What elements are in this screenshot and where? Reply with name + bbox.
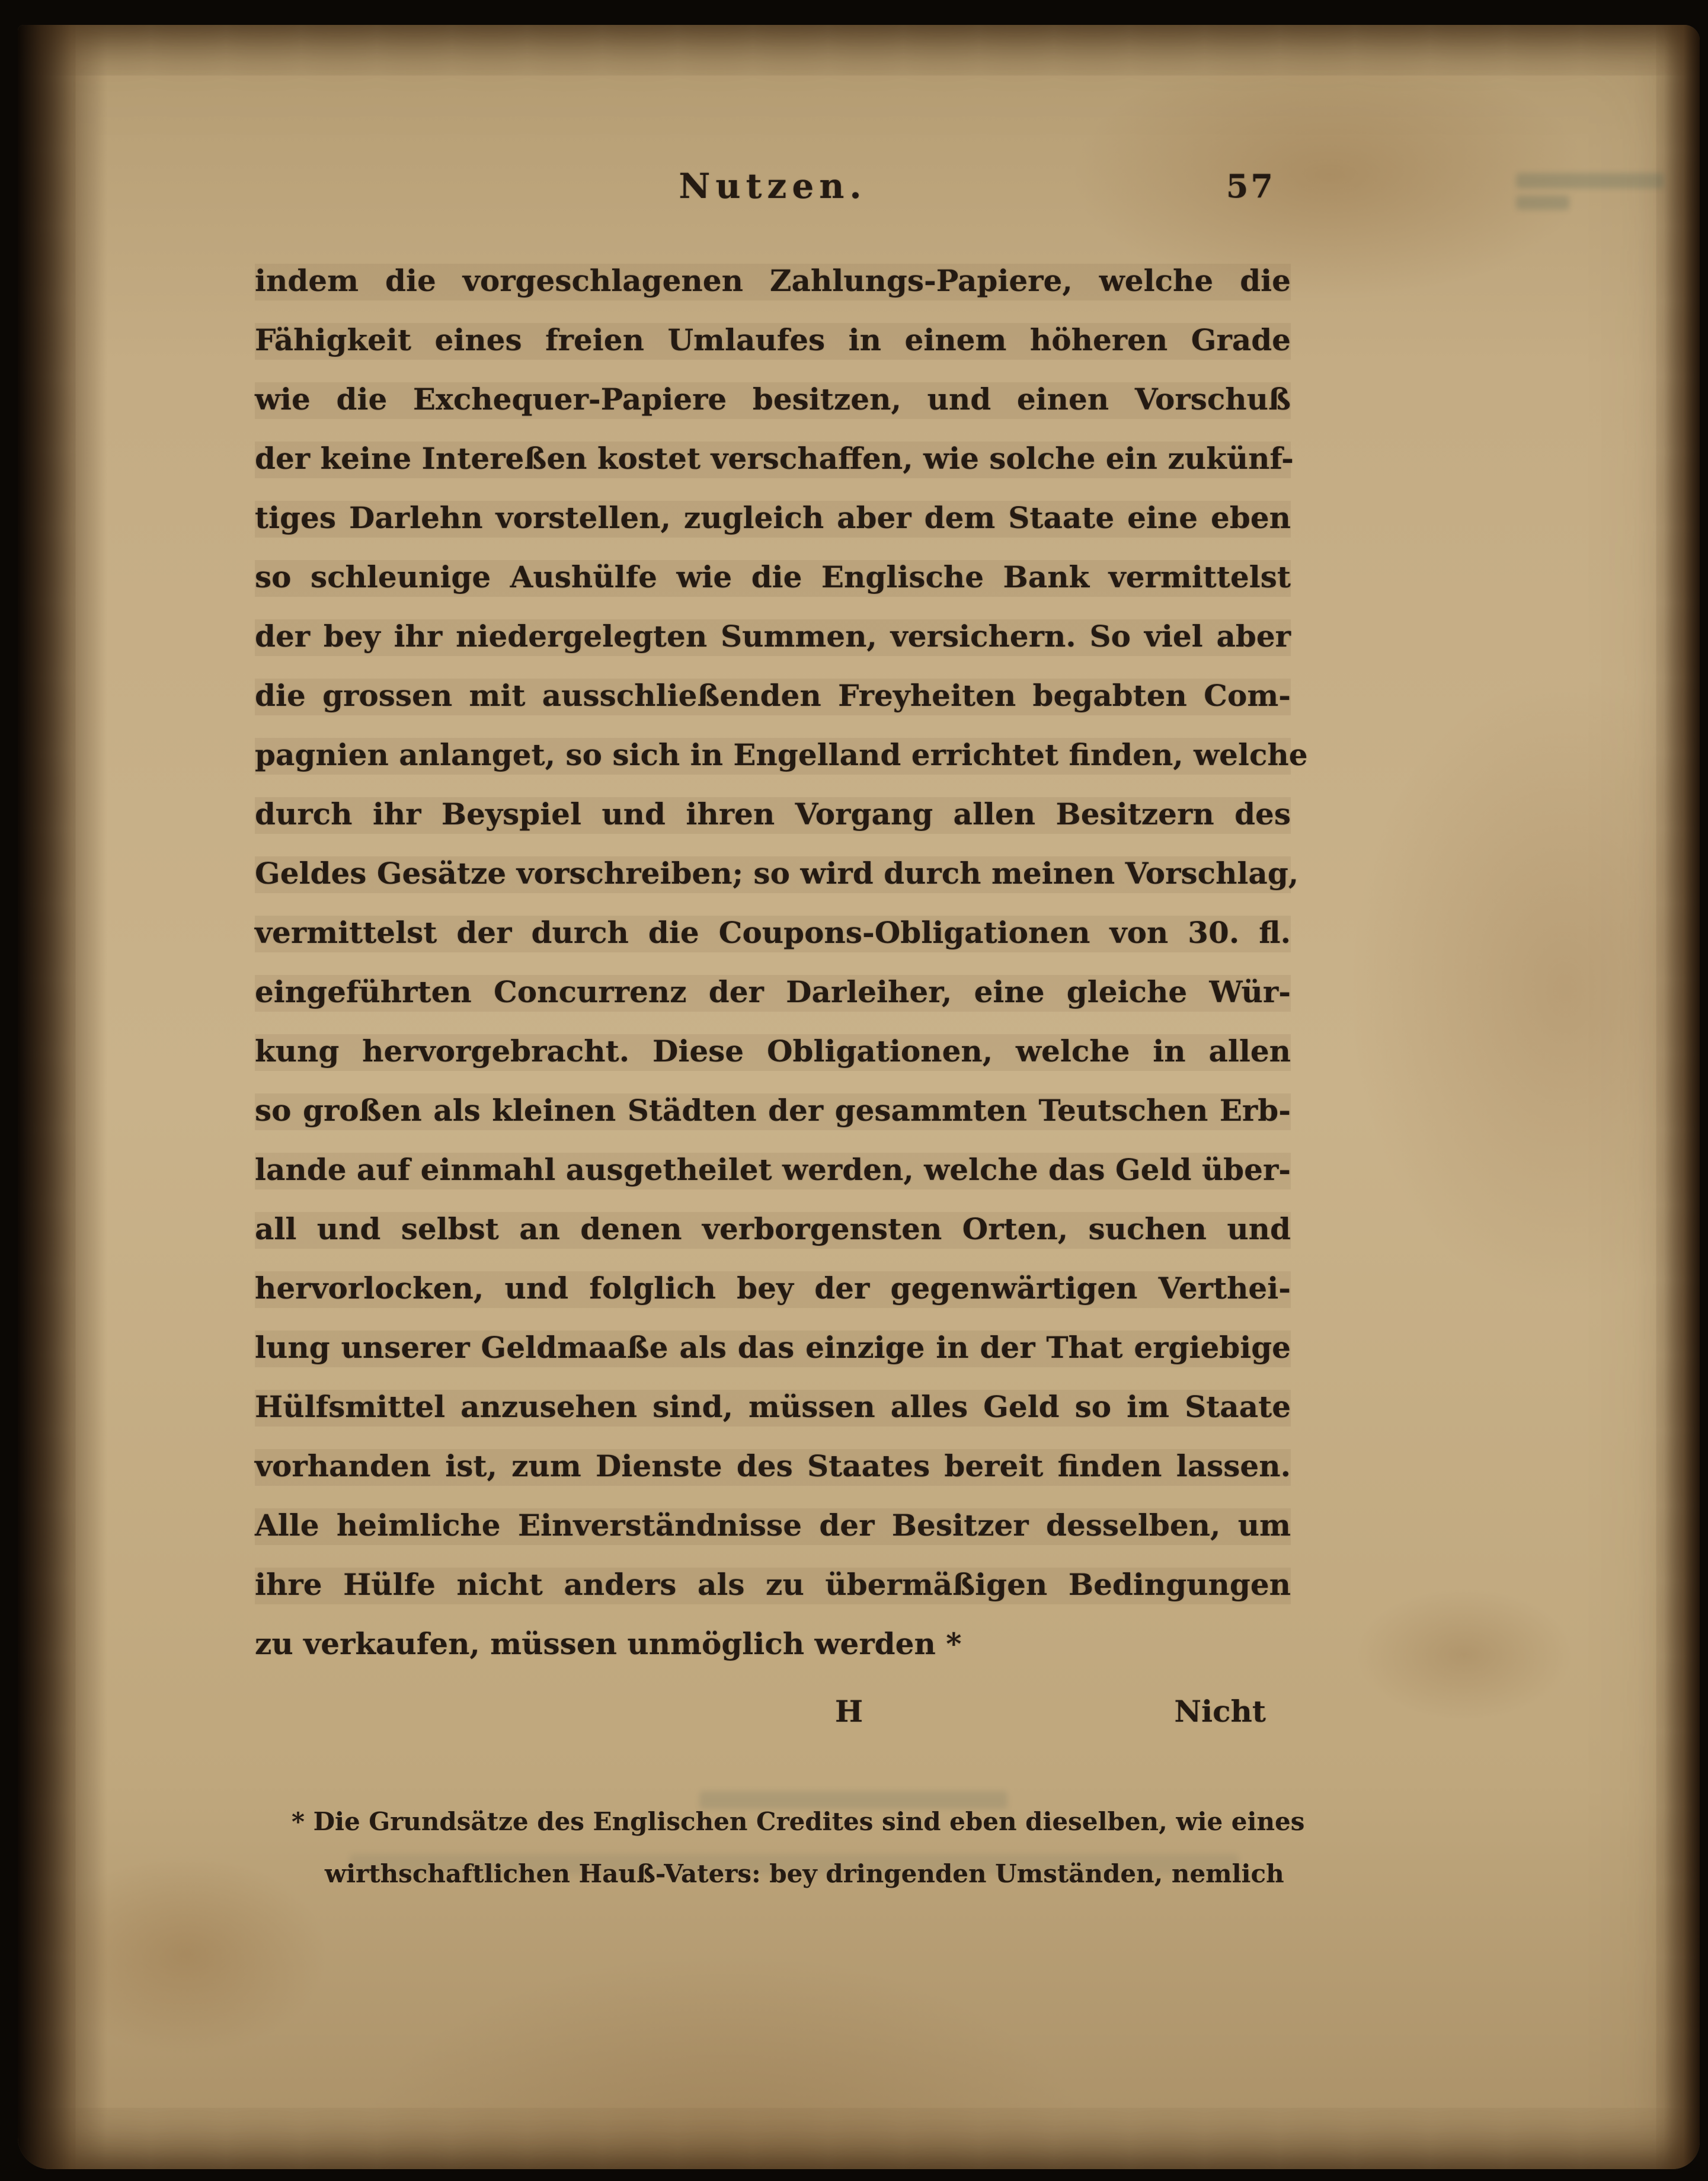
binding-shadow [18, 25, 107, 2169]
body-line: wie die Exchequer-Papiere besitzen, und einen Vorschuß [255, 370, 1291, 429]
body-line: Hülfsmittel anzusehen sind, müssen alles Geld so im Staate [255, 1377, 1291, 1437]
body-line: Fähigkeit eines freien Umlaufes in einem höheren Grade [255, 311, 1291, 370]
body-line: eingeführten Concurrenz der Darleiher, eine gleiche Wür- [255, 962, 1291, 1022]
body-line: indem die vorgeschlagenen Zahlungs-Papiere, welche die [255, 251, 1291, 311]
body-line: ihre Hülfe nicht anders als zu übermäßigen Bedingungen [255, 1555, 1291, 1614]
catchword: Nicht [1174, 1694, 1266, 1729]
signature-mark: H [834, 1694, 863, 1729]
body-line: lung unserer Geldmaaße als das einzige in der That ergiebige [255, 1318, 1291, 1377]
body-line: pagnien anlanget, so sich in Engelland errichtet finden, welche [255, 725, 1291, 785]
footnote [255, 1796, 1305, 1900]
footnote-line: wirthschaftlichen Hauß-Vaters: bey dringenden Umständen, nemlich [325, 1859, 1284, 1888]
body-line: der keine Intereßen kostet verschaffen, wie solche ein zukünf- [255, 429, 1291, 488]
body-line: hervorlocken, und folglich bey der gegenwärtigen Verthei- [255, 1259, 1291, 1318]
body-line: so großen als kleinen Städten der gesammten Teutschen Erb- [255, 1081, 1291, 1140]
body-line: so schleunige Aushülfe wie die Englische Bank vermittelst [255, 548, 1291, 607]
running-title: Nutzen. [679, 166, 867, 206]
body-line: vorhanden ist, zum Dienste des Staates bereit finden lassen. [255, 1437, 1291, 1496]
signature-row [255, 1682, 1291, 1741]
body-line: die grossen mit ausschließenden Freyheiten begabten Com- [255, 666, 1291, 725]
body-line: lande auf einmahl ausgetheilet werden, welche das Geld über- [255, 1140, 1291, 1200]
footnote-line: * Die Grundsätze des Englischen Credites sind eben dieselben, wie eines [292, 1807, 1305, 1836]
body-line: Alle heimliche Einverständnisse der Besitzer desselben, um [255, 1496, 1291, 1555]
show-through-bar [1516, 173, 1664, 188]
body-line: kung hervorgebracht. Diese Obligationen, welche in allen [255, 1022, 1291, 1081]
body-line: Geldes Gesätze vorschreiben; so wird durch meinen Vorschlag, [255, 844, 1291, 903]
body-line: tiges Darlehn vorstellen, zugleich aber dem Staate eine eben [255, 488, 1291, 548]
body-line: durch ihr Beyspiel und ihren Vorgang allen Besitzern des [255, 785, 1291, 844]
show-through-bar [1516, 196, 1569, 210]
body-line: vermittelst der durch die Coupons-Obligationen von 30. fl. [255, 903, 1291, 962]
body-text [255, 251, 1308, 1674]
body-line: der bey ihr niedergelegten Summen, versichern. So viel aber [255, 607, 1291, 666]
page-header [255, 166, 1291, 220]
book-page [18, 25, 1700, 2169]
show-through-marks [1516, 173, 1664, 217]
body-line: zu verkaufen, müssen unmöglich werden * [255, 1626, 962, 1661]
body-line: all und selbst an denen verborgensten Orten, suchen und [255, 1200, 1291, 1259]
fore-edge-shadow [1664, 25, 1700, 2169]
page-number: 57 [1226, 167, 1275, 205]
text-column [255, 166, 1308, 1900]
